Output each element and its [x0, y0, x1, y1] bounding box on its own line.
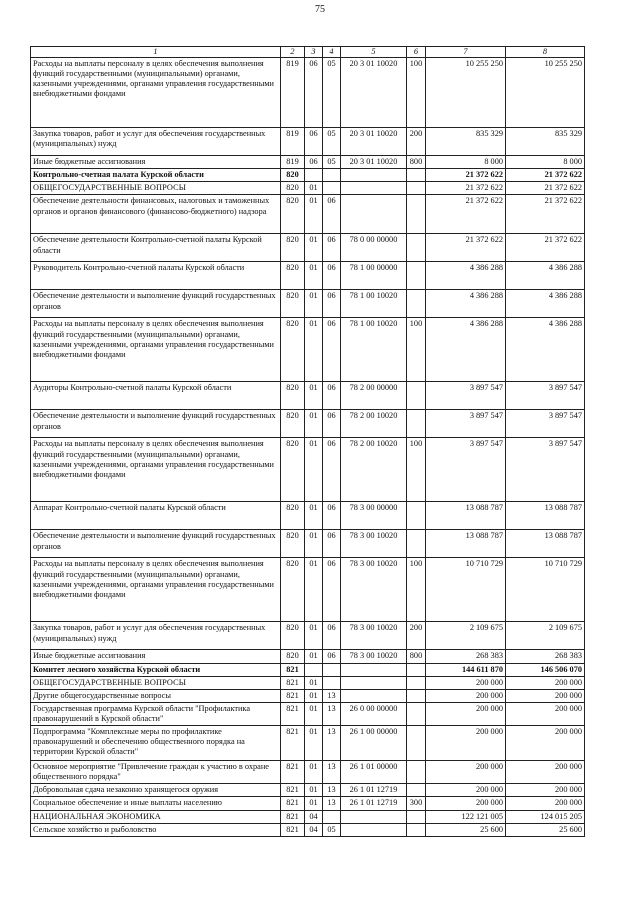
section-code: 01 — [305, 290, 323, 318]
grbs-code: 819 — [281, 128, 305, 156]
section-code: 01 — [305, 761, 323, 784]
grbs-code: 821 — [281, 797, 305, 810]
grbs-code: 820 — [281, 558, 305, 622]
subsection-code: 13 — [323, 726, 341, 761]
grbs-code: 820 — [281, 169, 305, 182]
target-article-code — [341, 663, 407, 676]
row-name: Расходы на выплаты персоналу в целях обеспечения выполнения функций государственными (муниципальными) органами, казенными учреждениями, органами управления государственными внебюджетными фондами — [31, 318, 281, 382]
row-name: НАЦИОНАЛЬНАЯ ЭКОНОМИКА — [31, 810, 281, 823]
expense-type-code — [407, 410, 426, 438]
expense-type-code — [407, 689, 426, 702]
row-name: Контрольно-счетная палата Курской области — [31, 169, 281, 182]
target-article-code — [341, 676, 407, 689]
table-row — [31, 797, 585, 810]
table-row — [31, 410, 585, 438]
amount-year-1: 200 000 — [426, 689, 506, 702]
amount-year-2: 200 000 — [506, 761, 585, 784]
section-code: 01 — [305, 650, 323, 663]
column-header: 4 — [323, 47, 341, 58]
expense-type-code — [407, 262, 426, 290]
amount-year-1: 3 897 547 — [426, 382, 506, 410]
row-name: Руководитель Контрольно-счетной палаты Курской области — [31, 262, 281, 290]
row-name: ОБЩЕГОСУДАРСТВЕННЫЕ ВОПРОСЫ — [31, 676, 281, 689]
amount-year-1: 268 383 — [426, 650, 506, 663]
expense-type-code — [407, 290, 426, 318]
amount-year-2: 4 386 288 — [506, 318, 585, 382]
subsection-code: 06 — [323, 530, 341, 558]
row-name: Иные бюджетные ассигнования — [31, 156, 281, 169]
subsection-code: 05 — [323, 823, 341, 836]
subsection-code: 06 — [323, 438, 341, 502]
grbs-code: 820 — [281, 382, 305, 410]
amount-year-2: 4 386 288 — [506, 262, 585, 290]
amount-year-2: 8 000 — [506, 156, 585, 169]
expense-type-code: 200 — [407, 622, 426, 650]
expense-type-code — [407, 502, 426, 530]
target-article-code: 20 3 01 10020 — [341, 156, 407, 169]
row-name: Закупка товаров, работ и услуг для обеспечения государственных (муниципальных) нужд — [31, 128, 281, 156]
target-article-code: 78 3 00 10020 — [341, 558, 407, 622]
amount-year-2: 200 000 — [506, 689, 585, 702]
target-article-code — [341, 823, 407, 836]
section-code: 01 — [305, 234, 323, 262]
grbs-code: 820 — [281, 195, 305, 234]
section-code: 01 — [305, 195, 323, 234]
table-row — [31, 156, 585, 169]
subsection-code: 06 — [323, 622, 341, 650]
table-row — [31, 823, 585, 836]
target-article-code: 20 3 01 10020 — [341, 128, 407, 156]
subsection-code: 06 — [323, 318, 341, 382]
expense-type-code — [407, 676, 426, 689]
grbs-code: 820 — [281, 410, 305, 438]
section-code: 01 — [305, 382, 323, 410]
subsection-code: 13 — [323, 761, 341, 784]
row-name: Обеспечение деятельности и выполнение функций государственных органов — [31, 530, 281, 558]
target-article-code — [341, 810, 407, 823]
target-article-code: 78 1 00 10020 — [341, 318, 407, 382]
amount-year-1: 4 386 288 — [426, 262, 506, 290]
grbs-code: 821 — [281, 823, 305, 836]
table-row — [31, 234, 585, 262]
expense-type-code — [407, 195, 426, 234]
section-code: 06 — [305, 58, 323, 128]
amount-year-2: 21 372 622 — [506, 169, 585, 182]
grbs-code: 821 — [281, 761, 305, 784]
amount-year-2: 200 000 — [506, 784, 585, 797]
subsection-code — [323, 169, 341, 182]
section-code: 01 — [305, 797, 323, 810]
row-name: Иные бюджетные ассигнования — [31, 650, 281, 663]
amount-year-2: 200 000 — [506, 676, 585, 689]
expense-type-code: 200 — [407, 128, 426, 156]
section-code: 01 — [305, 182, 323, 195]
table-row — [31, 318, 585, 382]
amount-year-1: 200 000 — [426, 784, 506, 797]
grbs-code: 821 — [281, 702, 305, 725]
budget-table — [30, 46, 585, 837]
row-name: Обеспечение деятельности и выполнение функций государственных органов — [31, 410, 281, 438]
amount-year-2: 200 000 — [506, 726, 585, 761]
subsection-code: 05 — [323, 128, 341, 156]
amount-year-1: 25 600 — [426, 823, 506, 836]
amount-year-1: 21 372 622 — [426, 234, 506, 262]
row-name: Расходы на выплаты персоналу в целях обеспечения выполнения функций государственными (муниципальными) органами, казенными учреждениями, органами управления государственными внебюджетными фондами — [31, 58, 281, 128]
column-header: 7 — [426, 47, 506, 58]
amount-year-1: 13 088 787 — [426, 502, 506, 530]
section-code: 01 — [305, 689, 323, 702]
table-row — [31, 530, 585, 558]
subsection-code — [323, 663, 341, 676]
subsection-code: 05 — [323, 156, 341, 169]
expense-type-code: 100 — [407, 558, 426, 622]
target-article-code: 78 3 00 10020 — [341, 650, 407, 663]
amount-year-2: 10 255 250 — [506, 58, 585, 128]
subsection-code: 05 — [323, 58, 341, 128]
subsection-code: 06 — [323, 650, 341, 663]
subsection-code: 06 — [323, 290, 341, 318]
grbs-code: 821 — [281, 676, 305, 689]
section-code: 01 — [305, 318, 323, 382]
target-article-code: 78 0 00 00000 — [341, 234, 407, 262]
subsection-code: 06 — [323, 195, 341, 234]
section-code: 01 — [305, 622, 323, 650]
amount-year-2: 268 383 — [506, 650, 585, 663]
expense-type-code — [407, 169, 426, 182]
table-row — [31, 726, 585, 761]
subsection-code: 13 — [323, 702, 341, 725]
table-row — [31, 650, 585, 663]
expense-type-code — [407, 726, 426, 761]
subsection-code: 13 — [323, 689, 341, 702]
target-article-code: 26 1 01 12719 — [341, 784, 407, 797]
grbs-code: 820 — [281, 622, 305, 650]
table-row — [31, 502, 585, 530]
table-row — [31, 761, 585, 784]
row-name: Закупка товаров, работ и услуг для обеспечения государственных (муниципальных) нужд — [31, 622, 281, 650]
section-code: 01 — [305, 558, 323, 622]
row-name: Социальное обеспечение и иные выплаты населению — [31, 797, 281, 810]
column-header: 5 — [341, 47, 407, 58]
section-code: 06 — [305, 128, 323, 156]
section-code: 01 — [305, 410, 323, 438]
table-row — [31, 290, 585, 318]
expense-type-code — [407, 761, 426, 784]
section-code: 01 — [305, 438, 323, 502]
column-header: 2 — [281, 47, 305, 58]
amount-year-1: 835 329 — [426, 128, 506, 156]
amount-year-1: 4 386 288 — [426, 318, 506, 382]
amount-year-2: 13 088 787 — [506, 530, 585, 558]
subsection-code — [323, 182, 341, 195]
row-name: Добровольная сдача незаконно хранящегося оружия — [31, 784, 281, 797]
amount-year-2: 10 710 729 — [506, 558, 585, 622]
amount-year-1: 10 255 250 — [426, 58, 506, 128]
row-name: Обеспечение деятельности Контрольно-счетной палаты Курской области — [31, 234, 281, 262]
expense-type-code — [407, 810, 426, 823]
target-article-code: 78 2 00 00000 — [341, 382, 407, 410]
table-row — [31, 702, 585, 725]
table-row — [31, 382, 585, 410]
row-name: Подпрограмма "Комплексные меры по профилактике правонарушений и обеспечению общественного порядка на территории Курской области" — [31, 726, 281, 761]
column-header: 3 — [305, 47, 323, 58]
target-article-code: 26 1 00 00000 — [341, 726, 407, 761]
table-row — [31, 262, 585, 290]
expense-type-code: 100 — [407, 318, 426, 382]
amount-year-1: 200 000 — [426, 676, 506, 689]
row-name: Аппарат Контрольно-счетной палаты Курской области — [31, 502, 281, 530]
table-row — [31, 676, 585, 689]
target-article-code: 26 1 01 12719 — [341, 797, 407, 810]
section-code: 01 — [305, 676, 323, 689]
column-header: 6 — [407, 47, 426, 58]
amount-year-2: 3 897 547 — [506, 410, 585, 438]
target-article-code — [341, 182, 407, 195]
section-code: 01 — [305, 702, 323, 725]
amount-year-1: 2 109 675 — [426, 622, 506, 650]
amount-year-2: 4 386 288 — [506, 290, 585, 318]
section-code — [305, 169, 323, 182]
row-name: Обеспечение деятельности и выполнение функций государственных органов — [31, 290, 281, 318]
target-article-code: 78 3 00 00000 — [341, 502, 407, 530]
expense-type-code: 800 — [407, 156, 426, 169]
grbs-code: 820 — [281, 234, 305, 262]
section-code: 01 — [305, 530, 323, 558]
amount-year-1: 200 000 — [426, 726, 506, 761]
column-number-row — [31, 47, 585, 58]
section-code: 01 — [305, 784, 323, 797]
amount-year-1: 21 372 622 — [426, 182, 506, 195]
section-code — [305, 663, 323, 676]
grbs-code: 821 — [281, 689, 305, 702]
expense-type-code — [407, 784, 426, 797]
amount-year-1: 3 897 547 — [426, 438, 506, 502]
expense-type-code — [407, 182, 426, 195]
table-row — [31, 169, 585, 182]
expense-type-code: 100 — [407, 58, 426, 128]
row-name: Расходы на выплаты персоналу в целях обеспечения выполнения функций государственными (муниципальными) органами, казенными учреждениями, органами управления государственными внебюджетными фондами — [31, 558, 281, 622]
grbs-code: 821 — [281, 726, 305, 761]
section-code: 06 — [305, 156, 323, 169]
subsection-code: 13 — [323, 784, 341, 797]
amount-year-1: 144 611 870 — [426, 663, 506, 676]
table-row — [31, 622, 585, 650]
amount-year-1: 200 000 — [426, 797, 506, 810]
target-article-code: 78 3 00 10020 — [341, 622, 407, 650]
amount-year-2: 25 600 — [506, 823, 585, 836]
table-row — [31, 663, 585, 676]
table-row — [31, 558, 585, 622]
expense-type-code — [407, 663, 426, 676]
target-article-code: 78 2 00 10020 — [341, 438, 407, 502]
table-row — [31, 182, 585, 195]
subsection-code — [323, 676, 341, 689]
target-article-code — [341, 195, 407, 234]
amount-year-1: 3 897 547 — [426, 410, 506, 438]
grbs-code: 821 — [281, 663, 305, 676]
table-row — [31, 195, 585, 234]
expense-type-code — [407, 530, 426, 558]
amount-year-2: 835 329 — [506, 128, 585, 156]
amount-year-1: 21 372 622 — [426, 169, 506, 182]
amount-year-1: 10 710 729 — [426, 558, 506, 622]
row-name: Обеспечение деятельности финансовых, налоговых и таможенных органов и органов финансового (финансово-бюджетного) надзора — [31, 195, 281, 234]
table-row — [31, 58, 585, 128]
subsection-code: 06 — [323, 502, 341, 530]
amount-year-2: 2 109 675 — [506, 622, 585, 650]
amount-year-1: 200 000 — [426, 702, 506, 725]
grbs-code: 820 — [281, 530, 305, 558]
amount-year-1: 8 000 — [426, 156, 506, 169]
expense-type-code — [407, 702, 426, 725]
target-article-code: 26 1 01 00000 — [341, 761, 407, 784]
section-code: 04 — [305, 823, 323, 836]
target-article-code — [341, 689, 407, 702]
grbs-code: 820 — [281, 318, 305, 382]
target-article-code: 78 1 00 10020 — [341, 290, 407, 318]
grbs-code: 820 — [281, 262, 305, 290]
amount-year-1: 200 000 — [426, 761, 506, 784]
table-row — [31, 128, 585, 156]
row-name: Комитет лесного хозяйства Курской области — [31, 663, 281, 676]
grbs-code: 820 — [281, 290, 305, 318]
subsection-code: 06 — [323, 262, 341, 290]
amount-year-2: 3 897 547 — [506, 382, 585, 410]
row-name: Основное мероприятие "Привлечение граждан к участию в охране общественного порядка" — [31, 761, 281, 784]
row-name: Сельское хозяйство и рыболовство — [31, 823, 281, 836]
row-name: ОБЩЕГОСУДАРСТВЕННЫЕ ВОПРОСЫ — [31, 182, 281, 195]
table-row — [31, 438, 585, 502]
column-header: 8 — [506, 47, 585, 58]
page-number: 75 — [315, 4, 325, 15]
target-article-code: 20 3 01 10020 — [341, 58, 407, 128]
grbs-code: 820 — [281, 650, 305, 663]
expense-type-code: 800 — [407, 650, 426, 663]
table-row — [31, 810, 585, 823]
target-article-code — [341, 169, 407, 182]
table-body — [31, 58, 585, 837]
amount-year-2: 21 372 622 — [506, 182, 585, 195]
amount-year-2: 13 088 787 — [506, 502, 585, 530]
grbs-code: 821 — [281, 810, 305, 823]
grbs-code: 820 — [281, 182, 305, 195]
amount-year-1: 21 372 622 — [426, 195, 506, 234]
amount-year-2: 21 372 622 — [506, 195, 585, 234]
target-article-code: 78 1 00 00000 — [341, 262, 407, 290]
expense-type-code — [407, 234, 426, 262]
amount-year-2: 146 506 070 — [506, 663, 585, 676]
row-name: Другие общегосударственные вопросы — [31, 689, 281, 702]
table-row — [31, 689, 585, 702]
target-article-code: 78 2 00 10020 — [341, 410, 407, 438]
amount-year-1: 13 088 787 — [426, 530, 506, 558]
subsection-code: 06 — [323, 558, 341, 622]
section-code: 04 — [305, 810, 323, 823]
expense-type-code — [407, 382, 426, 410]
amount-year-2: 3 897 547 — [506, 438, 585, 502]
grbs-code: 819 — [281, 156, 305, 169]
row-name: Расходы на выплаты персоналу в целях обеспечения выполнения функций государственными (муниципальными) органами, казенными учреждениями, органами управления государственными внебюджетными фондами — [31, 438, 281, 502]
amount-year-1: 122 121 005 — [426, 810, 506, 823]
amount-year-2: 21 372 622 — [506, 234, 585, 262]
subsection-code: 06 — [323, 382, 341, 410]
amount-year-2: 124 015 205 — [506, 810, 585, 823]
subsection-code — [323, 810, 341, 823]
subsection-code: 13 — [323, 797, 341, 810]
amount-year-2: 200 000 — [506, 797, 585, 810]
section-code: 01 — [305, 502, 323, 530]
subsection-code: 06 — [323, 410, 341, 438]
grbs-code: 820 — [281, 438, 305, 502]
row-name: Государственная программа Курской области "Профилактика правонарушений в Курской области" — [31, 702, 281, 725]
expense-type-code: 300 — [407, 797, 426, 810]
target-article-code: 26 0 00 00000 — [341, 702, 407, 725]
amount-year-2: 200 000 — [506, 702, 585, 725]
row-name: Аудиторы Контрольно-счетной палаты Курской области — [31, 382, 281, 410]
target-article-code: 78 3 00 10020 — [341, 530, 407, 558]
table-row — [31, 784, 585, 797]
amount-year-1: 4 386 288 — [426, 290, 506, 318]
section-code: 01 — [305, 726, 323, 761]
expense-type-code — [407, 823, 426, 836]
grbs-code: 820 — [281, 502, 305, 530]
expense-type-code: 100 — [407, 438, 426, 502]
grbs-code: 821 — [281, 784, 305, 797]
subsection-code: 06 — [323, 234, 341, 262]
section-code: 01 — [305, 262, 323, 290]
column-header: 1 — [31, 47, 281, 58]
grbs-code: 819 — [281, 58, 305, 128]
